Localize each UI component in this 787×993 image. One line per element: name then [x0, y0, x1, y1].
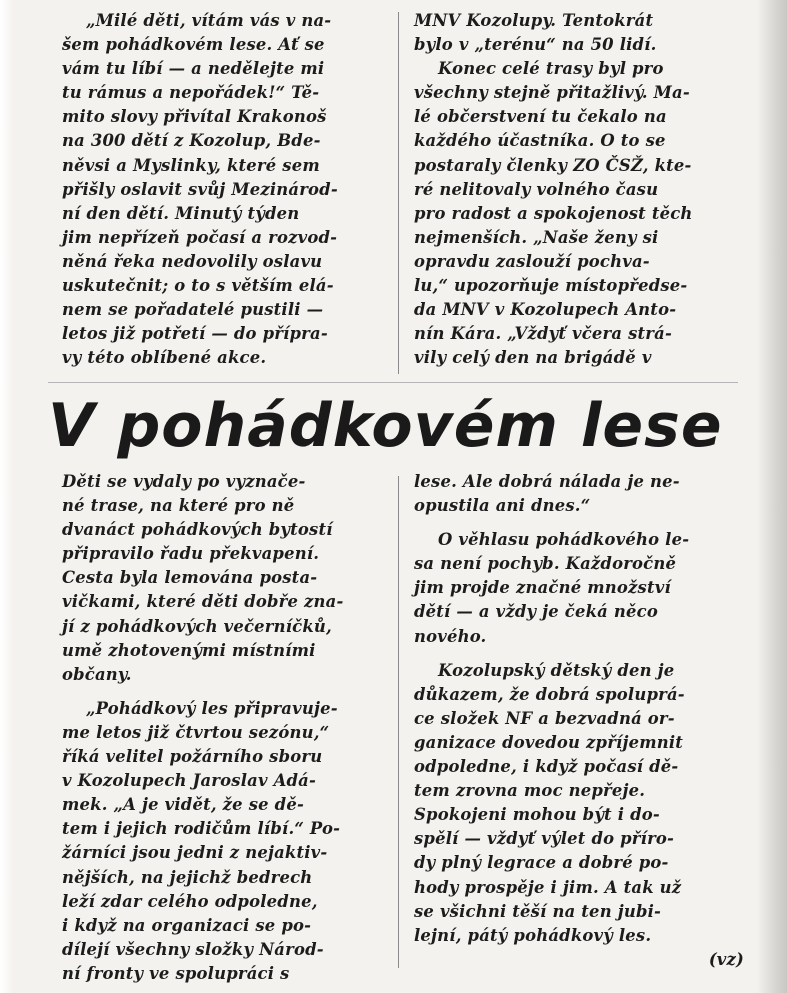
text-line: přišly oslavit svůj Mezinárod-	[62, 179, 338, 199]
text-line: hody prospěje i jim. A tak už	[414, 877, 682, 897]
text-line: nejmenších. „Naše ženy si	[414, 227, 659, 247]
bottom-left-column	[62, 470, 382, 986]
text-line: umě zhotovenými místními	[62, 640, 316, 660]
text-line: opravdu zaslouží pochva-	[414, 251, 650, 271]
text-line: dílejí všechny složky Národ-	[62, 939, 324, 959]
scan-edge-left	[0, 0, 14, 993]
text-line: lu,“ upozorňuje místopředse-	[414, 276, 688, 296]
text-line: Kozolupský dětský den je	[438, 660, 675, 680]
text-line: sa není pochyb. Každoročně	[414, 554, 677, 574]
top-right-column	[414, 9, 744, 370]
text-line: vy této oblíbené akce.	[62, 348, 267, 368]
text-line: Spokojeni mohou být i do-	[414, 805, 660, 825]
text-line: v Kozolupech Jaroslav Adá-	[62, 771, 316, 791]
text-line: „Pohádkový les připravuje-	[86, 698, 338, 718]
text-line: tem zrovna moc nepřeje.	[414, 781, 646, 801]
text-line: nem se pořadatelé pustili —	[62, 300, 324, 320]
text-line: Děti se vydaly po vyznače-	[62, 472, 306, 491]
text-line: MNV Kozolupy. Tentokrát	[414, 11, 654, 30]
text-line: ce složek NF a bezvadná or-	[414, 708, 675, 728]
text-line: O věhlasu pohádkového le-	[438, 530, 690, 550]
text-line: jim projde značné množství	[414, 578, 671, 598]
bottom-right-column	[414, 470, 744, 972]
text-line: na 300 dětí z Kozolup, Bde-	[62, 131, 321, 151]
text-line: vičkami, které děti dobře zna-	[62, 592, 344, 612]
text-line: da MNV v Kozolupech Anto-	[414, 300, 677, 320]
text-line: ní den dětí. Minutý týden	[62, 203, 300, 223]
top-column-rule	[398, 12, 399, 374]
text-line: jim nepřízeň počasí a rozvod-	[62, 227, 338, 247]
text-line: mito slovy přivítal Krakonoš	[62, 107, 327, 127]
text-line: i když na organizaci se po-	[62, 915, 312, 935]
text-line: něvsi a Myslinky, které sem	[62, 155, 320, 175]
text-line: uskutečnit; o to s větším elá-	[62, 276, 334, 296]
text-line: nějších, na jejichž bedrech	[62, 867, 313, 887]
text-line: Cesta byla lemována posta-	[62, 568, 318, 588]
text-line: „Milé děti, vítám vás v na-	[86, 11, 332, 30]
text-line: lese. Ale dobrá nálada je ne-	[414, 472, 680, 491]
text-line: leží zdar celého odpoledne,	[62, 891, 318, 911]
text-line: postaraly členky ZO ČSŽ, kte-	[414, 155, 692, 175]
text-line: letos již potřetí — do přípra-	[62, 324, 328, 344]
text-line: ní fronty ve spolupráci s	[62, 963, 290, 983]
text-line: žárníci jsou jedni z nejaktiv-	[62, 843, 328, 863]
text-line: odpoledne, i když počasí dě-	[414, 757, 679, 777]
text-line: tem i jejich rodičům líbí.“ Po-	[62, 819, 341, 839]
top-left-column	[62, 9, 382, 370]
text-line: lejní, pátý pohádkový les.	[414, 925, 652, 945]
text-line: šem pohádkovém lese. Ať se	[62, 35, 325, 55]
text-line: spělí — vždyť výlet do příro-	[414, 829, 675, 849]
headline-rule-top	[48, 382, 738, 383]
text-line: lé občerstvení tu čekalo na	[414, 107, 667, 127]
text-line: ré nelitovaly volného času	[414, 179, 659, 199]
scan-edge-right	[757, 0, 787, 993]
text-line: připravilo řadu překvapení.	[62, 544, 320, 564]
text-line: něná řeka nedovolily oslavu	[62, 251, 323, 271]
text-line: bylo v „terénu“ na 50 lidí.	[414, 35, 657, 55]
text-line: dy plný legrace a dobré po-	[414, 853, 669, 873]
text-line: né trase, na které pro ně	[62, 496, 295, 516]
text-line: mek. „A je vidět, že se dě-	[62, 795, 304, 815]
text-line: občany.	[62, 664, 132, 684]
text-line: opustila ani dnes.“	[414, 496, 591, 516]
text-line: nového.	[414, 626, 487, 646]
text-line: ganizace dovedou zpříjemnit	[414, 732, 684, 752]
text-line: vily celý den na brigádě v	[414, 348, 652, 368]
text-line: nín Kára. „Vždyť včera strá-	[414, 324, 672, 344]
bottom-column-rule	[398, 476, 399, 968]
text-line: vám tu líbí — a nedělejte mi	[62, 59, 325, 79]
article-headline: V pohádkovém lese	[48, 391, 723, 461]
text-line: Konec celé trasy byl pro	[438, 59, 664, 79]
text-line: pro radost a spokojenost těch	[414, 203, 693, 223]
text-line: jí z pohádkových večerníčků,	[62, 616, 332, 636]
text-line: dvanáct pohádkových bytostí	[62, 520, 333, 540]
text-line: se všichni těší na ten jubi-	[414, 901, 662, 921]
text-line: me letos již čtvrtou sezónu,“	[62, 722, 330, 742]
text-line: všechny stejně přitažlivý. Ma-	[414, 83, 690, 103]
text-line: dětí — a vždy je čeká něco	[414, 602, 658, 622]
author-signature: (vz)	[708, 949, 744, 969]
text-line: každého účastníka. O to se	[414, 131, 666, 151]
text-line: tu rámus a nepořádek!“ Tě-	[62, 83, 320, 103]
text-line: důkazem, že dobrá spoluprá-	[414, 684, 685, 704]
text-line: říká velitel požárního sboru	[62, 747, 323, 767]
